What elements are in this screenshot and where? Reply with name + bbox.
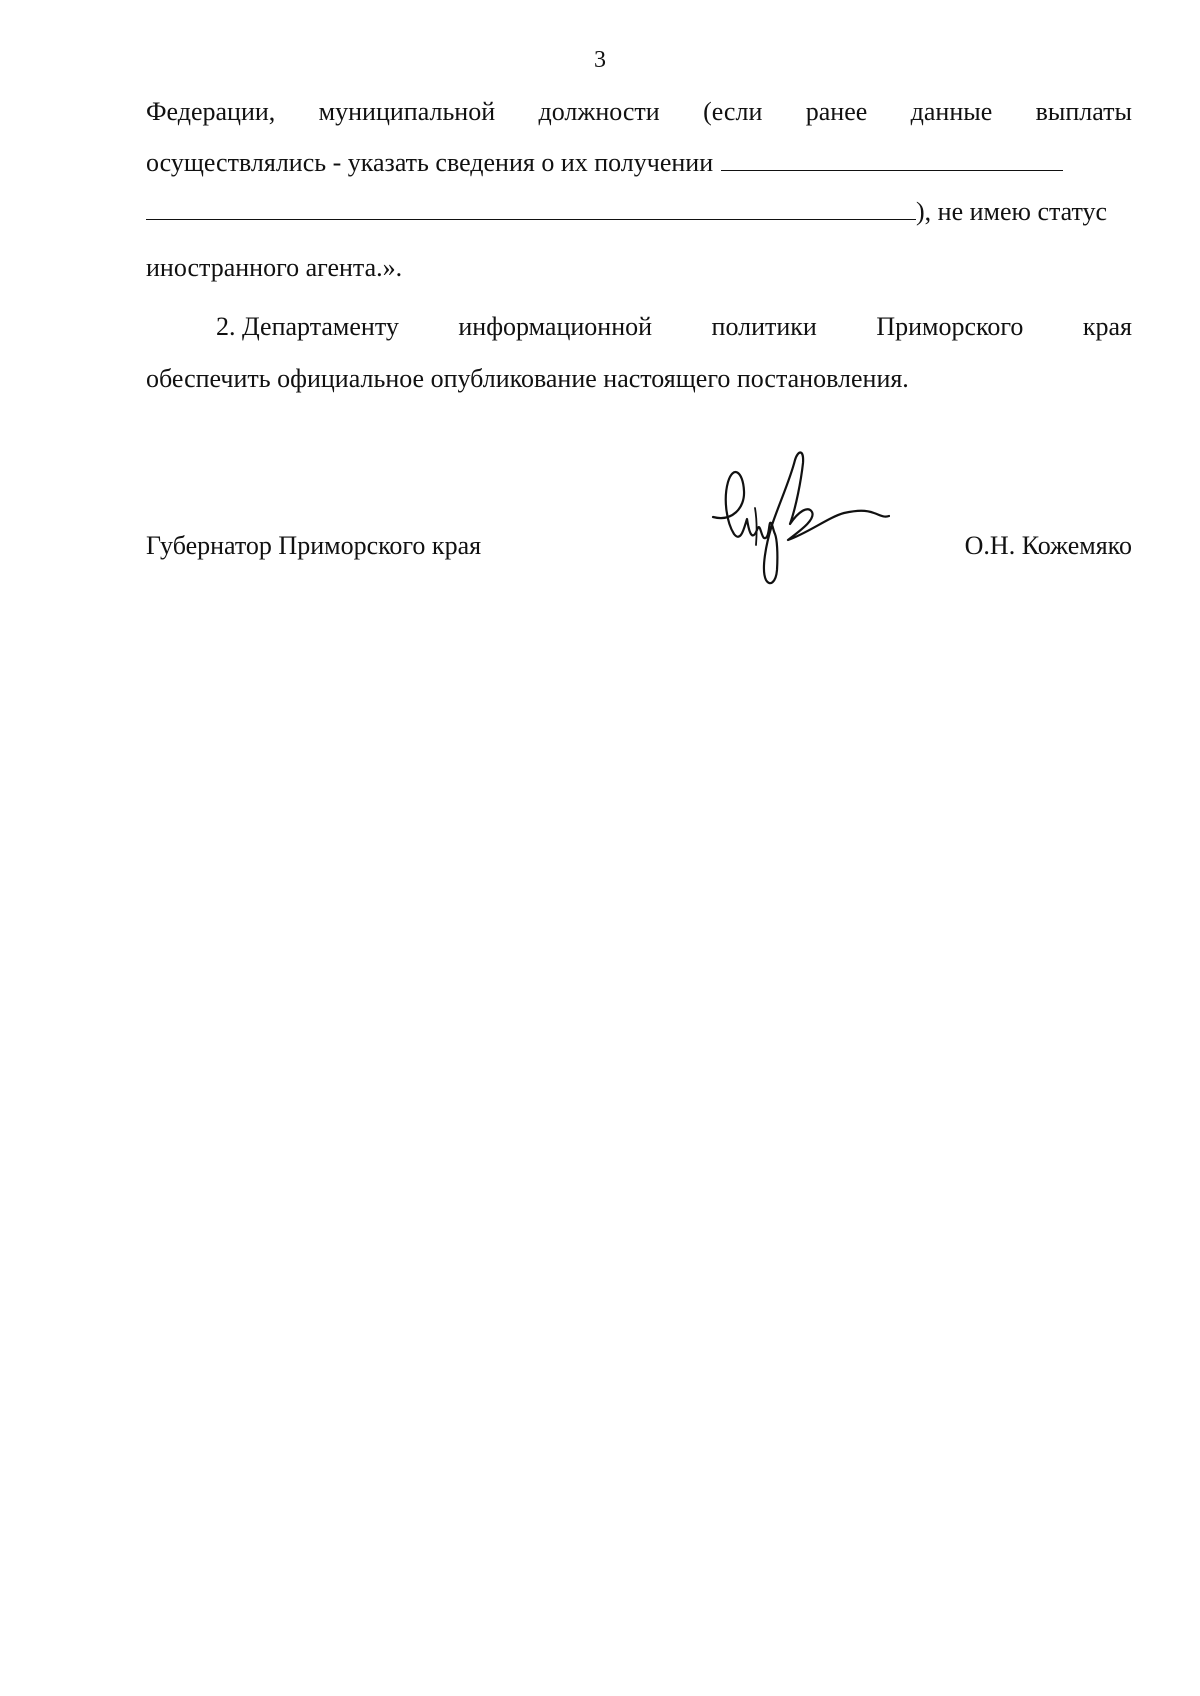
page-number: 3 — [594, 47, 606, 73]
word: информационной — [458, 312, 653, 341]
word: Федерации, — [146, 97, 276, 126]
word: Приморского — [876, 312, 1024, 341]
signer-title: Губернатор Приморского края — [146, 531, 482, 560]
word: данные — [910, 97, 993, 126]
word: 2. Департаменту — [216, 312, 399, 341]
signer-name: О.Н. Кожемяко — [964, 531, 1132, 560]
word: муниципальной — [318, 97, 496, 126]
signature-drawing — [710, 450, 890, 588]
handwritten-signature — [710, 450, 890, 588]
word: должности — [538, 97, 660, 126]
paragraph-text: осуществлялись - указать сведения о их получении — [146, 148, 714, 177]
paragraph-line-6 — [146, 364, 1132, 394]
paragraph-text: обеспечить официальное опубликование настоящего постановления. — [146, 364, 909, 393]
paragraph-line-2 — [146, 148, 1132, 178]
fill-in-blank — [721, 148, 1063, 171]
paragraph-text: ), не имею статус — [916, 197, 1108, 226]
fill-in-blank — [146, 197, 916, 220]
word: выплаты — [1035, 97, 1132, 126]
word: ранее — [805, 97, 868, 126]
word: края — [1082, 312, 1132, 341]
word: политики — [711, 312, 817, 341]
paragraph-line-4 — [146, 253, 1132, 283]
paragraph-line-1 — [146, 97, 1132, 127]
paragraph-text: иностранного агента.». — [146, 253, 403, 282]
paragraph-line-3 — [146, 197, 1132, 227]
word: (если — [703, 97, 763, 126]
paragraph-line-5 — [146, 312, 1132, 342]
